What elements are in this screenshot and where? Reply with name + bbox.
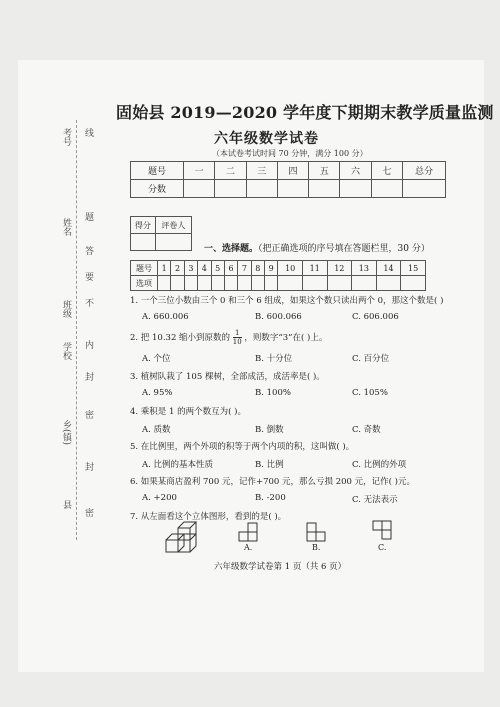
seal-char: 线 [83, 128, 93, 137]
school-label: 学校 [61, 342, 71, 360]
answer-input-cell[interactable] [171, 276, 184, 291]
option[interactable]: C. 百分位 [352, 354, 390, 364]
question-6: 6. 如果某商店盈利 700 元，记作+700 元，那么亏损 200 元，记作( )元。 [130, 477, 415, 487]
seal-char: 封 [83, 462, 93, 471]
score-table-header: 二 [215, 162, 246, 180]
option[interactable]: A. 质数 [142, 425, 171, 435]
option[interactable]: C. 奇数 [352, 425, 381, 435]
question-1: 1. 一个三位小数由三个 0 和三个 6 组成，如果这个数只读出两个 0，那这个数是( ) [130, 296, 444, 306]
seal-char: 密 [83, 410, 93, 419]
score-table-header: 七 [371, 162, 402, 180]
fraction-numerator: 1 [234, 329, 240, 337]
grader-name-label: 评卷人 [155, 217, 191, 234]
option[interactable]: C. 105% [352, 388, 388, 398]
answer-number-cell: 11 [302, 261, 327, 276]
score-table-header: 六 [340, 162, 371, 180]
score-cell[interactable] [371, 180, 402, 198]
answer-number-cell: 8 [251, 261, 264, 276]
grader-cell[interactable] [131, 234, 156, 251]
answer-number-cell: 10 [278, 261, 303, 276]
option-label: C. [378, 543, 387, 552]
option[interactable]: B. 100% [255, 388, 291, 398]
answer-table [130, 260, 426, 291]
grader-cell[interactable] [155, 234, 191, 251]
answer-number-cell: 2 [171, 261, 184, 276]
exam-note: （本试卷考试时间 70 分钟，满分 100 分） [212, 149, 368, 158]
town-label: 乡(镇) [61, 420, 71, 446]
option[interactable]: A. +200 [142, 493, 177, 503]
score-table-header: 三 [246, 162, 277, 180]
grader-score-label: 得分 [131, 217, 156, 234]
seal-char: 要 [83, 272, 93, 281]
answer-input-cell[interactable] [265, 276, 278, 291]
class-label: 班级 [61, 300, 71, 318]
answer-row-label: 题号 [131, 261, 158, 276]
option-label: B. [312, 543, 321, 552]
answer-input-cell[interactable] [251, 276, 264, 291]
question-text: ，则数字“3”在( )上。 [244, 333, 328, 343]
answer-input-cell[interactable] [211, 276, 224, 291]
score-table [130, 161, 446, 198]
score-cell[interactable] [184, 180, 215, 198]
section-title: 一、选择题。 [204, 244, 259, 254]
option[interactable]: B. 比例 [255, 460, 284, 470]
view-option-b[interactable] [306, 522, 328, 542]
score-cell[interactable] [277, 180, 308, 198]
answer-number-cell: 12 [327, 261, 352, 276]
score-table-header: 四 [277, 162, 308, 180]
grader-table [130, 216, 192, 251]
answer-number-cell: 7 [238, 261, 251, 276]
question-3: 3. 植树队栽了 105 棵树，全部成活，成活率是( )。 [130, 372, 325, 382]
answer-row-label: 选项 [131, 276, 158, 291]
question-7: 7. 从左面看这个立体图形，看到的是( )。 [130, 512, 287, 522]
answer-input-cell[interactable] [238, 276, 251, 291]
exam-subtitle: 六年级数学试卷 [214, 131, 319, 147]
answer-input-cell[interactable] [327, 276, 352, 291]
answer-input-cell[interactable] [302, 276, 327, 291]
score-table-header: 题号 [131, 162, 184, 180]
score-cell[interactable] [403, 180, 446, 198]
option[interactable]: B. -200 [255, 493, 286, 503]
seal-char: 不 [83, 298, 93, 307]
option-label: A. [244, 543, 253, 552]
answer-number-cell: 1 [158, 261, 171, 276]
option[interactable]: C. 无法表示 [352, 495, 398, 505]
answer-input-cell[interactable] [198, 276, 211, 291]
answer-number-cell: 3 [184, 261, 197, 276]
exam-title: 固始县 2019—2020 学年度下期期末教学质量监测 [116, 103, 494, 122]
question-text: 2. 把 10.32 缩小到原数的 [130, 333, 231, 343]
seal-char: 题 [83, 212, 93, 221]
solid-figure [160, 518, 208, 558]
answer-input-cell[interactable] [376, 276, 401, 291]
answer-input-cell[interactable] [352, 276, 377, 291]
exam-number-label: 考号 [61, 128, 71, 146]
question-2 [130, 329, 327, 346]
score-cell[interactable] [309, 180, 340, 198]
question-4: 4. 乘积是 1 的两个数互为( )。 [130, 407, 246, 417]
score-cell[interactable] [246, 180, 277, 198]
answer-input-cell[interactable] [158, 276, 171, 291]
page-footer: 六年级数学试卷第 1 页（共 6 页） [214, 562, 347, 572]
score-table-header: 五 [309, 162, 340, 180]
answer-number-cell: 13 [352, 261, 377, 276]
option[interactable]: A. 比例的基本性质 [142, 460, 214, 470]
answer-number-cell: 15 [401, 261, 426, 276]
score-row-label: 分数 [131, 180, 184, 198]
answer-number-cell: 14 [376, 261, 401, 276]
fraction-denominator: 10 [232, 338, 242, 346]
section-instruction: （把正确选项的序号填在答题栏里，30 分） [258, 244, 430, 254]
answer-number-cell: 6 [224, 261, 237, 276]
option[interactable]: C. 606.006 [352, 312, 399, 322]
seal-line [76, 120, 77, 540]
answer-number-cell: 4 [198, 261, 211, 276]
score-table-header: 总分 [403, 162, 446, 180]
view-option-c[interactable] [372, 520, 394, 542]
seal-char: 内 [83, 340, 93, 349]
answer-number-cell: 9 [265, 261, 278, 276]
view-option-a[interactable] [238, 522, 260, 542]
answer-input-cell[interactable] [184, 276, 197, 291]
county-label: 县 [61, 500, 71, 509]
option[interactable]: A. 95% [142, 388, 173, 398]
option[interactable]: A. 个位 [142, 354, 171, 364]
fraction [233, 329, 242, 346]
answer-input-cell[interactable] [224, 276, 237, 291]
option[interactable]: A. 660.006 [142, 312, 189, 322]
option[interactable]: B. 十分位 [255, 354, 293, 364]
answer-number-cell: 5 [211, 261, 224, 276]
option[interactable]: B. 600.066 [255, 312, 302, 322]
score-table-header: 一 [184, 162, 215, 180]
option[interactable]: B. 倒数 [255, 425, 284, 435]
seal-char: 密 [83, 508, 93, 517]
name-label: 姓名 [61, 218, 71, 236]
section-heading [204, 241, 430, 254]
answer-input-cell[interactable] [401, 276, 426, 291]
score-cell[interactable] [215, 180, 246, 198]
question-5: 5. 在比例里，两个外项的积等于两个内项的积，这叫做( )。 [130, 442, 355, 452]
seal-char: 答 [83, 246, 93, 255]
answer-input-cell[interactable] [278, 276, 303, 291]
option[interactable]: C. 比例的外项 [352, 460, 407, 470]
score-cell[interactable] [340, 180, 371, 198]
seal-char: 封 [83, 372, 93, 381]
